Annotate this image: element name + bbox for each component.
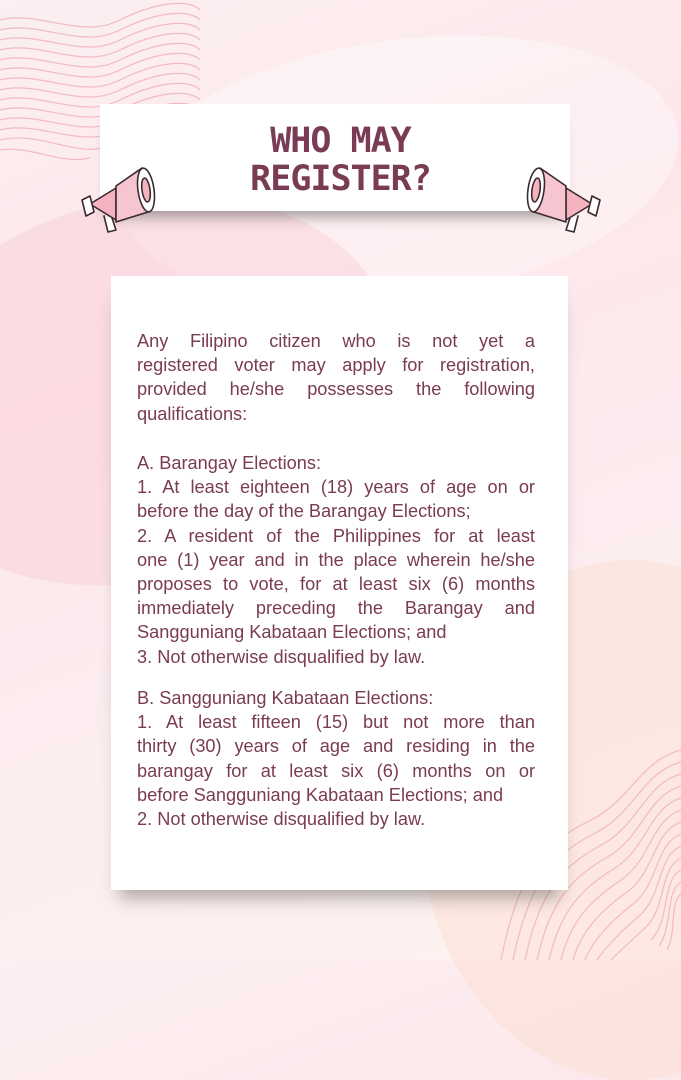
page-title-line-2: REGISTER?: [250, 159, 431, 199]
intro-paragraph: [137, 329, 535, 426]
section-heading-barangay: A. Barangay Elections:: [137, 453, 321, 473]
barangay-line: 2. A resident of the Philippines for at least: [137, 525, 535, 546]
sk-line: barangay for at least six (6) months on or: [137, 760, 535, 781]
page-title-line-1: WHO MAY: [270, 121, 411, 161]
barangay-section: [137, 451, 535, 669]
megaphone-icon: [524, 160, 606, 240]
sk-line: 1. At least fifteen (15) but not more than: [137, 712, 535, 733]
barangay-line: 3. Not otherwise disqualified by law.: [137, 646, 426, 667]
intro-line: registered voter may apply for registration,: [137, 355, 535, 376]
barangay-line: proposes to vote, for at least six (6) months: [137, 574, 535, 595]
sk-line: before Sangguniang Kabataan Elections; and: [137, 784, 504, 805]
barangay-line: 1. At least eighteen (18) years of age on or: [137, 477, 535, 498]
barangay-line: before the day of the Barangay Elections;: [137, 501, 471, 522]
sk-line: 2. Not otherwise disqualified by law.: [137, 809, 426, 830]
intro-line: Any Filipino citizen who is not yet a: [137, 331, 535, 351]
barangay-line: one (1) year and in the place wherein he/she: [137, 549, 535, 570]
sk-line: thirty (30) years of age and residing in the: [137, 736, 535, 757]
intro-line: provided he/she possesses the following: [137, 379, 535, 400]
megaphone-icon: [76, 160, 158, 240]
barangay-line: Sangguniang Kabataan Elections; and: [137, 622, 447, 643]
section-heading-sk: B. Sangguniang Kabataan Elections:: [137, 688, 434, 708]
barangay-line: immediately preceding the Barangay and: [137, 598, 535, 619]
intro-line: qualifications:: [137, 403, 248, 424]
sk-section: [137, 686, 535, 831]
